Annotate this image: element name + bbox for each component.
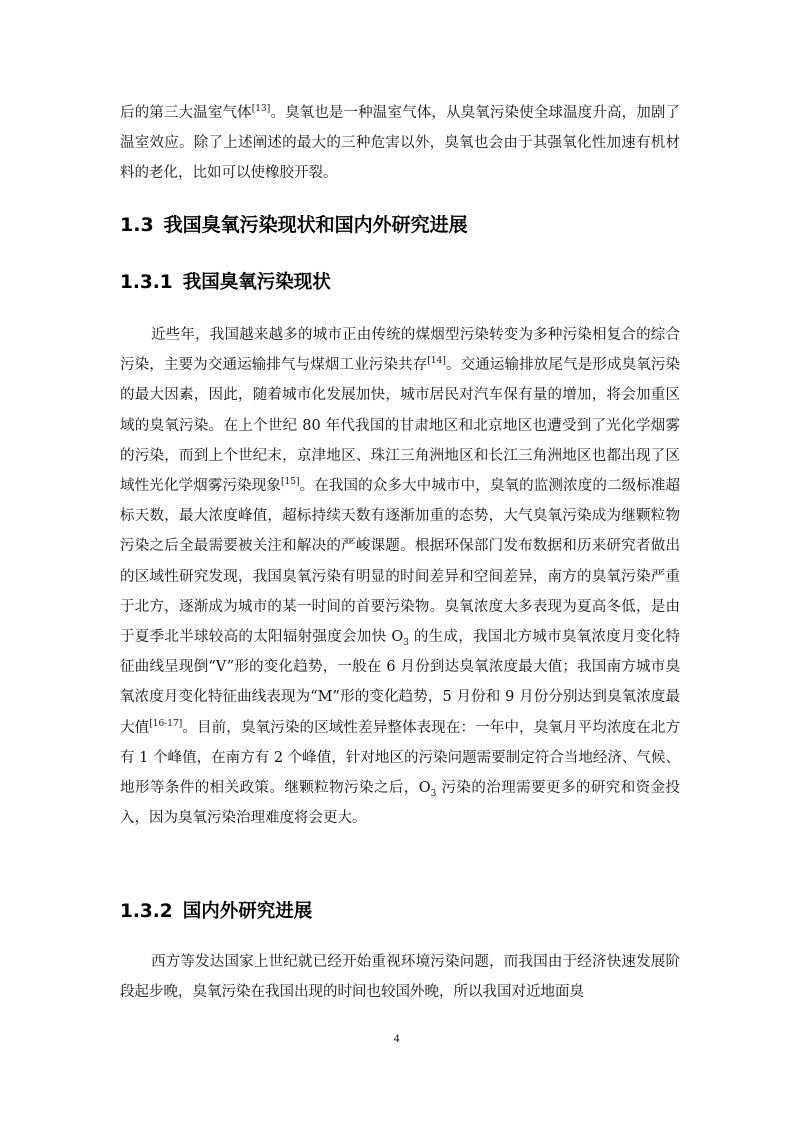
text-run: 。交通运输排放尾气是形成臭氧污染的最大因素，因此，随着城市化发展加快，城市居民对汽车保有量的增加，将会加重区域的臭氧污染。在上个世纪 80 年代我国的甘肃地区和北京地区也遭受到了光化学烟雾的污染，而到上个世纪末，京津地区、珠江三角洲地区和长江三角洲地区也都出现了区域性光化学烟雾污染现象: [120, 357, 681, 495]
body-paragraph-1-3-2: [120, 947, 680, 1007]
section-title: 我国臭氧污染现状和国内外研究进展: [163, 214, 468, 236]
section-number: 1.3.2: [120, 901, 173, 922]
section-heading-1-3-2: [120, 897, 312, 923]
text-run: 后的第三大温室气体: [120, 105, 252, 121]
subscript: 3: [403, 637, 409, 648]
text-run: 污染的治理需要更多的研究和资金投入，因为臭氧污染治理难度将会更大。: [120, 780, 681, 827]
text-run: 。臭氧也是一种温室气体，从臭氧污染使全球温度升高，加剧了温室效应。除了上述阐述的最大的三种危害以外，臭氧也会由于其强氧化性加速有机材料的老化，比如可以使橡胶开裂。: [120, 105, 681, 182]
text-run: 。目前，臭氧污染的区域性差异整体表现在：一年中，臭氧月平均浓度在北方有 1 个峰值，在南方有 2 个峰值，针对地区的污染问题需要制定符合当地经济、气候、地形等条件的相关政策。继颗粒物污染之后，O: [120, 719, 680, 797]
subscript: 3: [430, 788, 437, 799]
intro-paragraph: [120, 98, 680, 189]
section-heading-1-3: [120, 210, 468, 237]
text-run: 近些年，我国越来越多的城市正由传统的煤烟型污染转变为多种污染相复合的综合污染，主要为交通运输排气与煤烟工业污染共存: [120, 327, 680, 374]
section-heading-1-3-1: [120, 268, 331, 294]
body-paragraph-1-3-1: [120, 320, 680, 833]
citation: [16-17]: [149, 718, 183, 729]
citation: [15]: [281, 477, 300, 488]
text-run: 西方等发达国家上世纪就已经开始重视环境污染问题，而我国由于经济快速发展阶段起步晚，臭氧污染在我国出现的时间也较国外晚，所以我国对近地面臭: [120, 954, 680, 1001]
section-title: 我国臭氧污染现状: [182, 272, 331, 293]
section-number: 1.3: [120, 214, 154, 236]
text-run: 的生成，我国北方城市臭氧浓度月变化特征曲线呈现倒“V”形的变化趋势，一般在 6 月份到达臭氧浓度最大值；我国南方城市臭氧浓度月变化特征曲线表现为“M”形的变化趋势，5 月份和 9 月份分别达到臭氧浓度最大值: [120, 629, 681, 736]
section-title: 国内外研究进展: [182, 901, 313, 922]
citation: [14]: [427, 356, 446, 367]
section-number: 1.3.1: [120, 272, 173, 293]
citation: [13]: [251, 104, 271, 115]
page-number: 4: [393, 1031, 400, 1045]
text-run: 。在我国的众多大中城市中，臭氧的监测浓度的二级标准超标天数，最大浓度峰值，超标持续天数有逐渐加重的态势，大气臭氧污染成为继颗粒物污染之后全最需要被关注和解决的严峻课题。根据环保部门发布数据和历来研究者做出的区域性研究发现，我国臭氧污染有明显的时间差异和空间差异，南方的臭氧污染严重于北方，逐渐成为城市的某一时间的首要污染物。臭氧浓度大多表现为夏高冬低，是由于夏季北半球较高的太阳辐射强度会加快 O: [120, 478, 681, 646]
